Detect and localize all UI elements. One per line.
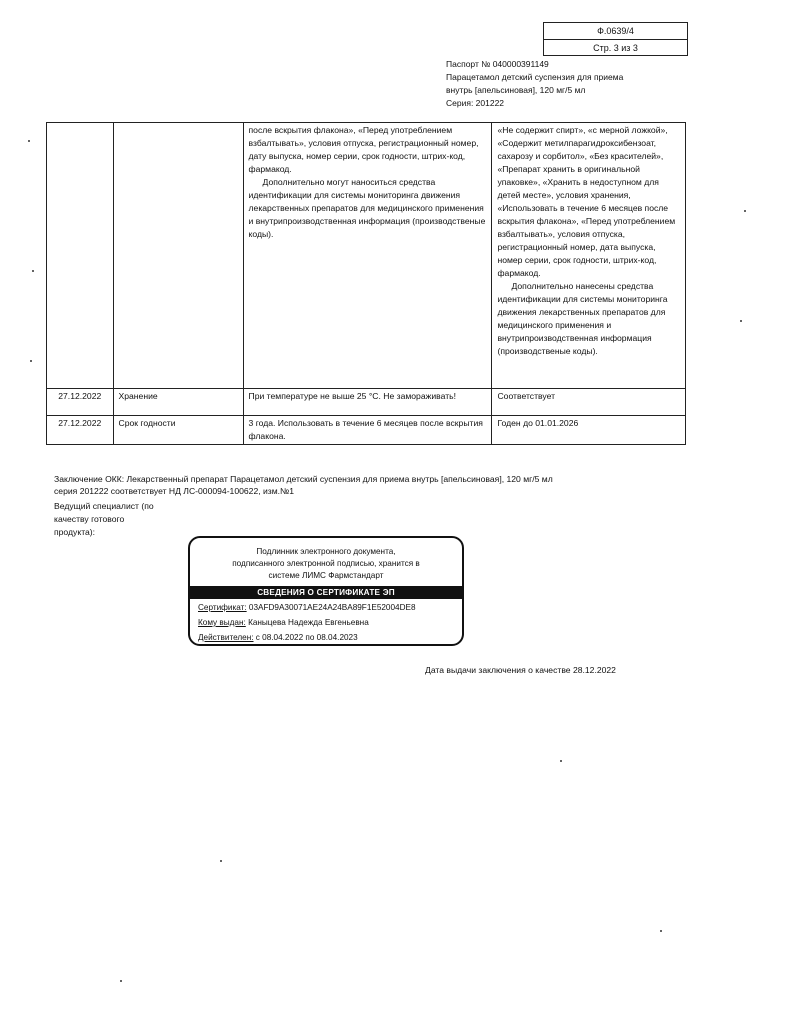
stamp-certificate-header: СВЕДЕНИЯ О СЕРТИФИКАТЕ ЭП [190,586,462,599]
table-row [47,416,686,445]
cell-requirement [243,416,492,445]
specialist-label [54,500,164,539]
product-name-line1: Парацетамол детский суспензия для приема [446,72,624,82]
scan-speck [28,140,30,142]
form-code-box [543,22,688,56]
stamp-intro [190,538,462,582]
stamp-intro-line1: Подлинник электронного документа, [256,547,396,556]
requirement-text: Дополнительно могут наноситься средства идентификации для системы мониторинга движения лекарственных препаратов для медицинского применения и внутрипроизводственная информация (производственые коды). [248,177,486,239]
result-text: Дополнительно нанесены средства идентификации для системы мониторинга движения лекарственных препаратов для медицинского применения и внутрипроизводственная информация (производственые коды). [497,281,668,356]
cell-parameter: Хранение [113,389,243,416]
cell-date: 27.12.2022 [47,389,114,416]
stamp-issued-row [190,616,462,629]
cell-result [492,123,686,389]
specialist-line1: Ведущий специалист (по [54,501,154,511]
stamp-intro-line3: системе ЛИМС Фармстандарт [268,571,384,580]
requirement-text: При температуре не выше 25 °С. Не замораживать! [248,391,457,401]
valid-label: Действителен: [198,633,254,642]
issue-date: Дата выдачи заключения о качестве 28.12.2022 [425,665,616,675]
table-row [47,123,686,389]
cell-date [47,123,114,389]
cell-parameter [113,123,243,389]
result-text: Годен до 01.01.2026 [497,418,579,428]
page-number: Стр. 3 из 3 [593,43,638,53]
scan-speck [220,860,222,862]
table-row [47,389,686,416]
requirement-text: после вскрытия флакона», «Перед употреблением взбалтывать», условия отпуска, регистрационный номер, дату выпуска, номер серии, срок годности, штрих-код, фармакод. [248,125,479,174]
series-number: Серия: 201222 [446,98,505,108]
scan-speck [740,320,742,322]
certificate-value: 03AFD9A30071AE24A24BA89F1E52004DE8 [248,603,416,612]
quality-table [46,122,686,445]
scan-speck [120,980,122,982]
cell-date: 27.12.2022 [47,416,114,445]
product-name-line2: внутрь [апельсиновая], 120 мг/5 мл [446,85,586,95]
stamp-valid-row [190,631,462,644]
specialist-line2: качеству готового [54,514,125,524]
cell-requirement [243,123,492,389]
certificate-label: Сертификат: [198,603,247,612]
stamp-intro-line2: подписанного электронной подписью, хранится в [232,559,420,568]
quality-conclusion [54,473,654,497]
valid-value: с 08.04.2022 по 08.04.2023 [255,633,358,642]
form-code: Ф.0639/4 [544,23,687,40]
result-text: Соответствует [497,391,556,401]
cell-parameter: Срок годности [113,416,243,445]
conclusion-line1: Заключение ОКК: Лекарственный препарат Парацетамол детский суспензия для приема внутрь [апельсиновая], 120 мг/5 мл [54,474,553,484]
scan-speck [32,270,34,272]
stamp-certificate-row [190,601,462,614]
issued-value: Каныцева Надежда Евгеньевна [248,618,369,627]
cell-result [492,389,686,416]
cell-requirement [243,389,492,416]
cell-result [492,416,686,445]
issued-label: Кому выдан: [198,618,246,627]
passport-number: Паспорт № 040000391149 [446,59,549,69]
passport-header [446,58,666,110]
scan-speck [744,210,746,212]
scan-speck [560,760,562,762]
requirement-text: 3 года. Использовать в течение 6 месяцев после вскрытия флакона. [248,418,483,441]
conclusion-line2: серия 201222 соответствует НД ЛС-000094-100622, изм.№1 [54,486,295,496]
e-signature-stamp [188,536,464,646]
scan-speck [30,360,32,362]
specialist-line3: продукта): [54,527,96,537]
scan-speck [660,930,662,932]
result-text: «Не содержит спирт», «с мерной ложкой», «Содержит метилпарагидроксибензоат, сахарозу и сорбитол», «Без красителей», «Препарат хранить в оригинальной упаковке», «Хранить в недоступном для детей месте», условия хранения, «Использовать в течение 6 месяцев после вскрытия флакона», «Перед употреблением взбалтывать», условия отпуска, регистрационный номер, дата выпуска, номер серии, срок годности, штрих-код, фармакод. [497,125,676,278]
